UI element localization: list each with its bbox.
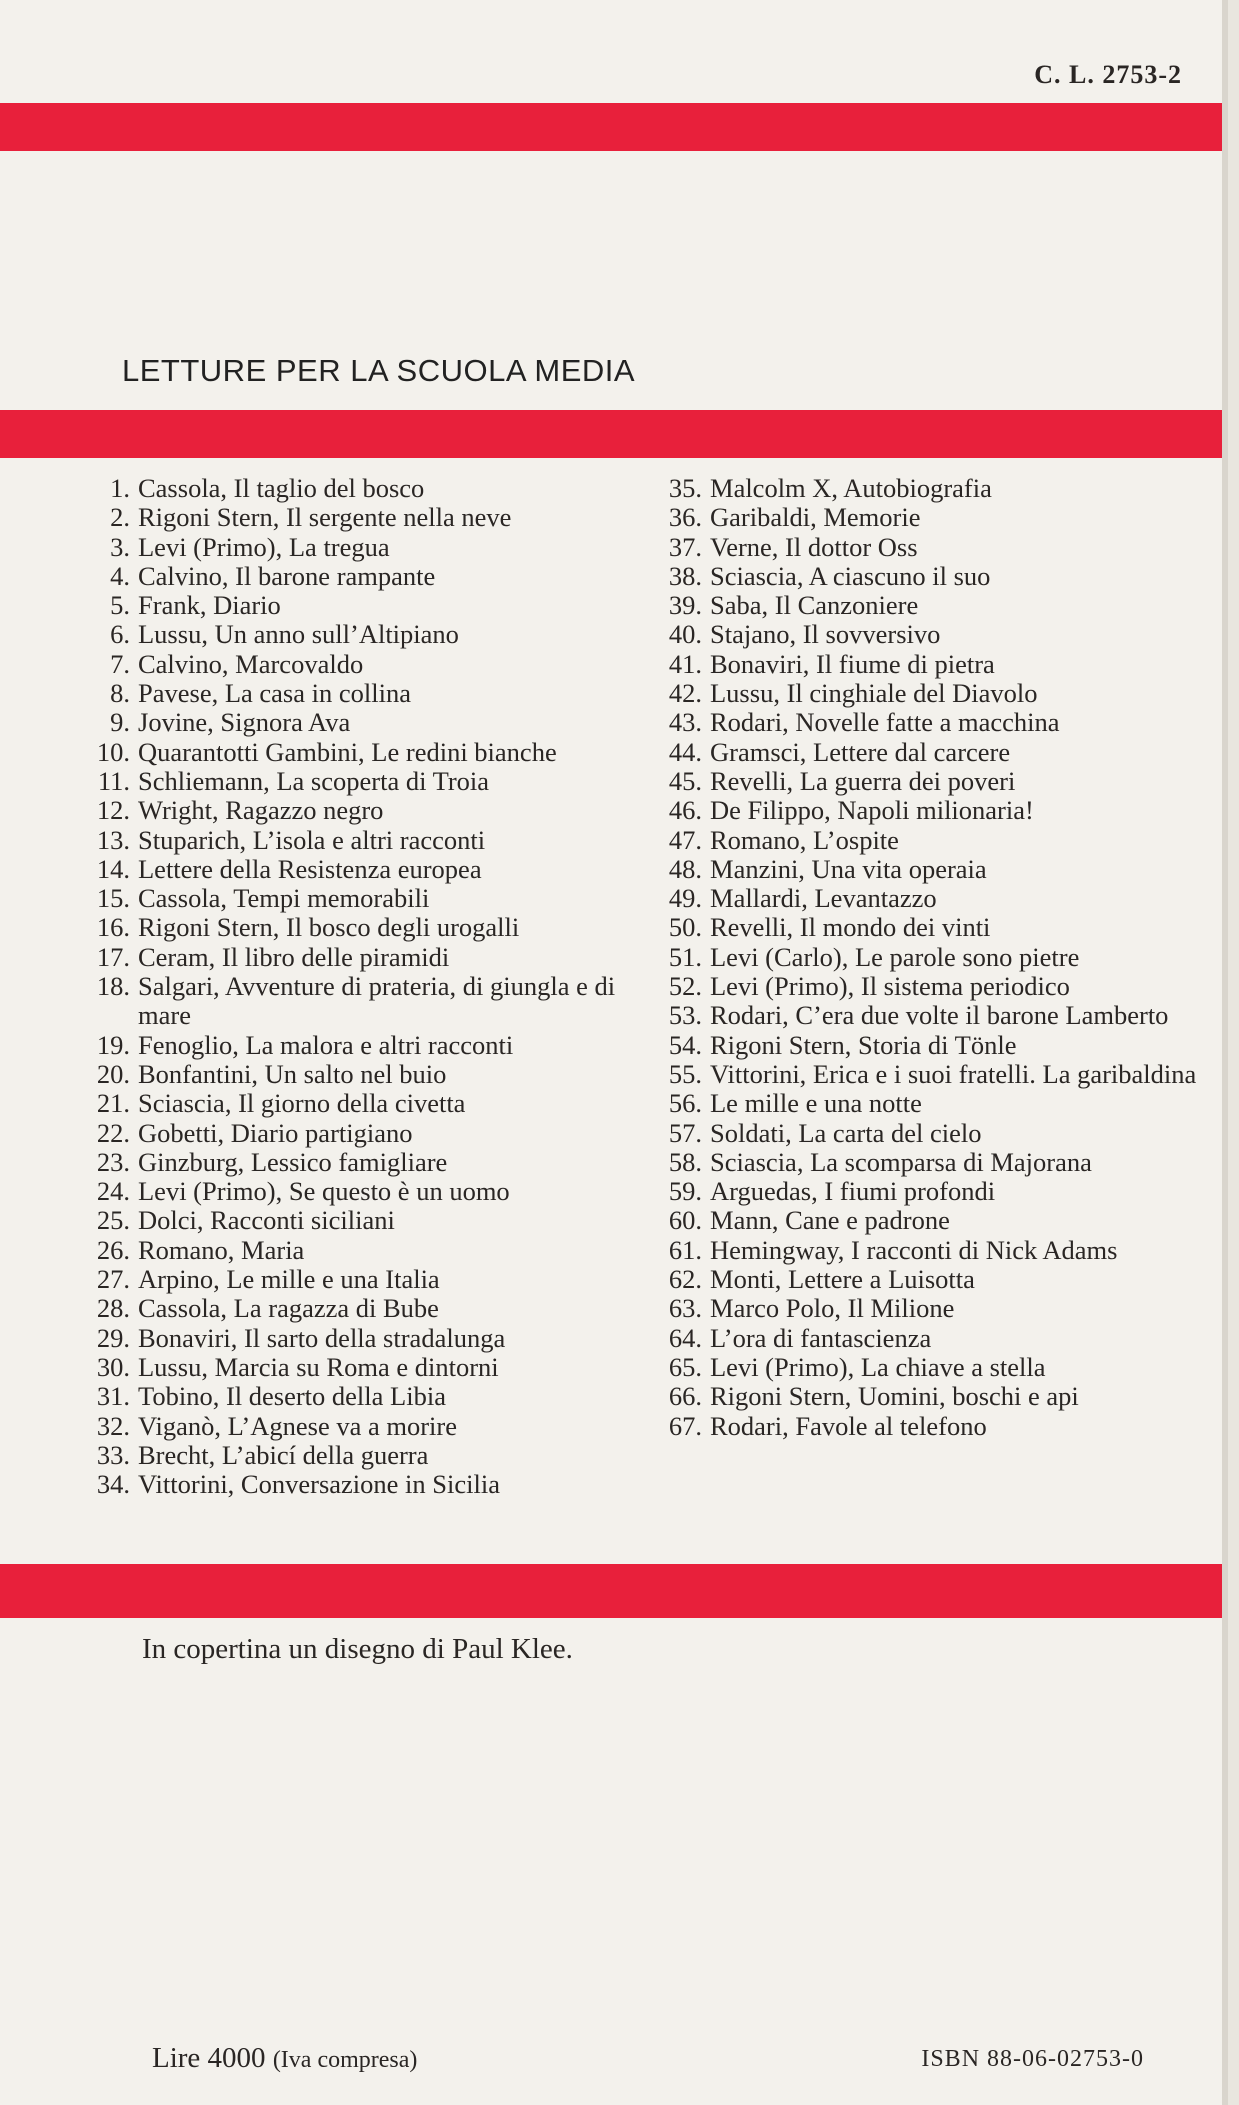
item-title: Lussu, Marcia su Roma e dintorni — [138, 1351, 499, 1382]
item-title: Rigoni Stern, Il sergente nella neve — [138, 502, 512, 533]
item-number: 49. — [668, 883, 702, 914]
list-item — [70, 1324, 630, 1353]
item-title: Verne, Il dottor Oss — [710, 531, 918, 562]
list-item — [640, 1001, 1220, 1030]
list-item — [640, 1236, 1220, 1265]
item-title: Levi (Primo), Il sistema periodico — [710, 971, 1070, 1002]
item-title: Revelli, La guerra dei poveri — [710, 765, 1016, 796]
list-item — [640, 1324, 1220, 1353]
item-number: 7. — [110, 648, 130, 679]
item-title: Gobetti, Diario partigiano — [138, 1117, 413, 1148]
item-number: 1. — [110, 473, 130, 503]
item-title: Levi (Carlo), Le parole sono pietre — [710, 941, 1080, 972]
list-item — [70, 1206, 630, 1235]
item-number: 22. — [96, 1117, 130, 1148]
item-number: 44. — [668, 736, 702, 767]
list-item — [640, 1177, 1220, 1206]
list-item — [70, 1060, 630, 1089]
item-number: 58. — [668, 1146, 702, 1177]
list-item — [640, 679, 1220, 708]
list-item — [70, 1470, 630, 1499]
item-title: Rigoni Stern, Il bosco degli urogalli — [138, 912, 520, 943]
item-number: 47. — [668, 824, 702, 855]
list-item — [640, 913, 1220, 942]
red-band-middle — [0, 410, 1222, 458]
item-title: Rodari, Novelle fatte a macchina — [710, 707, 1060, 738]
item-number: 17. — [96, 941, 130, 972]
book-list-left — [70, 474, 630, 1499]
item-number: 48. — [668, 853, 702, 884]
item-title: Ginzburg, Lessico famigliare — [138, 1146, 448, 1177]
item-number: 50. — [668, 912, 702, 943]
list-item — [640, 533, 1220, 562]
item-title: Sciascia, Il giorno della civetta — [138, 1088, 466, 1119]
item-number: 61. — [668, 1234, 702, 1265]
item-title: Brecht, L’abicí della guerra — [138, 1439, 429, 1470]
list-item — [70, 1177, 630, 1206]
item-title: Ceram, Il libro delle piramidi — [138, 941, 450, 972]
list-item — [70, 738, 630, 767]
item-number: 28. — [96, 1293, 130, 1324]
isbn: ISBN 88-06-02753-0 — [921, 2046, 1144, 2072]
item-number: 14. — [96, 853, 130, 884]
list-item — [70, 562, 630, 591]
item-number: 53. — [668, 1000, 702, 1031]
list-item — [640, 591, 1220, 620]
item-title: Rigoni Stern, Uomini, boschi e api — [710, 1381, 1079, 1412]
list-item — [640, 796, 1220, 825]
item-number: 23. — [96, 1146, 130, 1177]
item-title: Arpino, Le mille e una Italia — [138, 1264, 440, 1295]
item-number: 60. — [668, 1205, 702, 1236]
list-item — [70, 1119, 630, 1148]
list-item — [640, 1294, 1220, 1323]
item-number: 27. — [96, 1264, 130, 1295]
item-title: Lussu, Il cinghiale del Diavolo — [710, 678, 1038, 709]
item-title: Vittorini, Erica e i suoi fratelli. La garibaldina — [710, 1058, 1197, 1089]
list-item — [70, 1382, 630, 1411]
item-title: Mallardi, Levantazzo — [710, 883, 937, 914]
item-title: Lettere della Resistenza europea — [138, 853, 482, 884]
item-title: Salgari, Avventure di prateria, di giungla e di mare — [138, 971, 616, 1031]
item-title: Marco Polo, Il Milione — [710, 1293, 955, 1324]
item-number: 33. — [96, 1439, 130, 1470]
item-title: Soldati, La carta del cielo — [710, 1117, 982, 1148]
list-item — [640, 1089, 1220, 1118]
item-number: 51. — [668, 941, 702, 972]
item-title: Hemingway, I racconti di Nick Adams — [710, 1234, 1118, 1265]
item-title: Lussu, Un anno sull’Altipiano — [138, 619, 459, 650]
item-title: Manzini, Una vita operaia — [710, 853, 987, 884]
item-number: 4. — [110, 560, 130, 591]
item-number: 2. — [110, 502, 130, 533]
item-number: 59. — [668, 1176, 702, 1207]
item-title: Levi (Primo), Se questo è un uomo — [138, 1176, 510, 1207]
item-title: Dolci, Racconti siciliani — [138, 1205, 395, 1236]
series-title: LETTURE PER LA SCUOLA MEDIA — [122, 353, 636, 388]
item-number: 35. — [668, 473, 702, 503]
list-item — [640, 1031, 1220, 1060]
list-item — [640, 708, 1220, 737]
list-item — [70, 708, 630, 737]
item-number: 65. — [668, 1351, 702, 1382]
item-number: 24. — [96, 1176, 130, 1207]
item-title: Le mille e una notte — [710, 1088, 922, 1119]
list-item — [70, 913, 630, 942]
list-item — [640, 620, 1220, 649]
list-item — [640, 474, 1220, 503]
item-title: Malcolm X, Autobiografia — [710, 473, 992, 503]
list-item — [70, 943, 630, 972]
item-title: Calvino, Marcovaldo — [138, 648, 364, 679]
list-item — [640, 767, 1220, 796]
item-number: 45. — [668, 765, 702, 796]
item-number: 26. — [96, 1234, 130, 1265]
item-title: Frank, Diario — [138, 590, 281, 621]
item-title: Levi (Primo), La chiave a stella — [710, 1351, 1046, 1382]
list-item — [70, 1265, 630, 1294]
item-title: Bonaviri, Il sarto della stradalunga — [138, 1322, 506, 1353]
item-title: Stajano, Il sovversivo — [710, 619, 941, 650]
item-number: 63. — [668, 1293, 702, 1324]
item-title: Rigoni Stern, Storia di Tönle — [710, 1029, 1017, 1060]
item-title: Romano, L’ospite — [710, 824, 899, 855]
list-item — [640, 562, 1220, 591]
item-title: Romano, Maria — [138, 1234, 305, 1265]
list-item — [70, 474, 630, 503]
item-number: 11. — [97, 765, 130, 796]
list-item — [70, 1031, 630, 1060]
item-number: 19. — [96, 1029, 130, 1060]
item-number: 29. — [96, 1322, 130, 1353]
list-item — [70, 533, 630, 562]
item-title: L’ora di fantascienza — [710, 1322, 932, 1353]
list-item — [640, 1148, 1220, 1177]
item-number: 13. — [96, 824, 130, 855]
list-item — [640, 1382, 1220, 1411]
list-item — [70, 1353, 630, 1382]
item-number: 6. — [110, 619, 130, 650]
item-number: 38. — [668, 560, 702, 591]
item-title: Cassola, Il taglio del bosco — [138, 473, 425, 503]
cover-credit: In copertina un disegno di Paul Klee. — [142, 1633, 573, 1665]
item-number: 43. — [668, 707, 702, 738]
list-item — [640, 1412, 1220, 1441]
item-number: 64. — [668, 1322, 702, 1353]
item-number: 39. — [668, 590, 702, 621]
list-item — [70, 650, 630, 679]
list-item — [640, 826, 1220, 855]
item-title: Garibaldi, Memorie — [710, 502, 921, 533]
list-item — [70, 826, 630, 855]
list-item — [640, 1265, 1220, 1294]
list-item — [70, 884, 630, 913]
item-title: Wright, Ragazzo negro — [138, 795, 384, 826]
item-title: Stuparich, L’isola e altri racconti — [138, 824, 486, 855]
item-number: 9. — [110, 707, 130, 738]
price — [152, 2042, 417, 2075]
item-number: 16. — [96, 912, 130, 943]
item-number: 21. — [96, 1088, 130, 1119]
list-item — [640, 503, 1220, 532]
item-number: 41. — [668, 648, 702, 679]
item-number: 3. — [110, 531, 130, 562]
item-title: Fenoglio, La malora e altri racconti — [138, 1029, 514, 1060]
item-title: Mann, Cane e padrone — [710, 1205, 950, 1236]
item-number: 30. — [96, 1351, 130, 1382]
item-title: Schliemann, La scoperta di Troia — [138, 765, 490, 796]
item-number: 20. — [96, 1058, 130, 1089]
item-title: Gramsci, Lettere dal carcere — [710, 736, 1011, 767]
list-item — [70, 767, 630, 796]
item-title: Rodari, C’era due volte il barone Lamberto — [710, 1000, 1169, 1031]
item-title: Calvino, Il barone rampante — [138, 560, 436, 591]
item-number: 62. — [668, 1264, 702, 1295]
item-title: Bonfantini, Un salto nel buio — [138, 1058, 447, 1089]
item-title: Sciascia, La scomparsa di Majorana — [710, 1146, 1092, 1177]
list-item — [70, 591, 630, 620]
item-title: Cassola, Tempi memorabili — [138, 883, 430, 914]
item-number: 36. — [668, 502, 702, 533]
item-number: 12. — [96, 795, 130, 826]
item-number: 31. — [96, 1381, 130, 1412]
item-title: Arguedas, I fiumi profondi — [710, 1176, 996, 1207]
list-item — [640, 1353, 1220, 1382]
catalog-code: C. L. 2753-2 — [1034, 60, 1182, 89]
item-number: 42. — [668, 678, 702, 709]
item-number: 10. — [96, 736, 130, 767]
list-item — [70, 855, 630, 884]
item-number: 56. — [668, 1088, 702, 1119]
item-number: 52. — [668, 971, 702, 1002]
item-number: 40. — [668, 619, 702, 650]
item-title: Quarantotti Gambini, Le redini bianche — [138, 736, 557, 767]
list-item — [640, 1060, 1220, 1089]
item-number: 55. — [668, 1058, 702, 1089]
list-item — [640, 884, 1220, 913]
item-number: 18. — [96, 971, 130, 1002]
item-title: Saba, Il Canzoniere — [710, 590, 919, 621]
list-item — [640, 650, 1220, 679]
item-title: Levi (Primo), La tregua — [138, 531, 390, 562]
list-item — [70, 1412, 630, 1441]
item-title: Vittorini, Conversazione in Sicilia — [138, 1469, 500, 1500]
list-item — [640, 943, 1220, 972]
item-number: 32. — [96, 1410, 130, 1441]
item-number: 67. — [668, 1410, 702, 1441]
list-item — [640, 972, 1220, 1001]
item-number: 46. — [668, 795, 702, 826]
item-number: 57. — [668, 1117, 702, 1148]
item-title: Bonaviri, Il fiume di pietra — [710, 648, 995, 679]
list-item — [70, 1089, 630, 1118]
item-title: Monti, Lettere a Luisotta — [710, 1264, 975, 1295]
list-item — [70, 972, 630, 1031]
list-item — [70, 1441, 630, 1470]
price-amount: Lire 4000 — [152, 2042, 266, 2074]
item-number: 5. — [110, 590, 130, 621]
item-number: 34. — [96, 1469, 130, 1500]
red-band-top — [0, 103, 1222, 151]
item-title: De Filippo, Napoli milionaria! — [710, 795, 1034, 826]
item-title: Sciascia, A ciascuno il suo — [710, 560, 991, 591]
red-band-bottom — [0, 1564, 1222, 1618]
item-title: Rodari, Favole al telefono — [710, 1410, 987, 1441]
item-number: 66. — [668, 1381, 702, 1412]
list-item — [640, 1206, 1220, 1235]
list-item — [70, 620, 630, 649]
item-title: Jovine, Signora Ava — [138, 707, 351, 738]
list-item — [70, 1236, 630, 1265]
item-number: 37. — [668, 531, 702, 562]
list-item — [640, 1119, 1220, 1148]
item-number: 54. — [668, 1029, 702, 1060]
item-title: Cassola, La ragazza di Bube — [138, 1293, 439, 1324]
list-item — [70, 1294, 630, 1323]
book-list-right — [640, 474, 1220, 1441]
item-number: 25. — [96, 1205, 130, 1236]
item-title: Tobino, Il deserto della Libia — [138, 1381, 446, 1412]
list-item — [70, 503, 630, 532]
list-item — [70, 679, 630, 708]
list-item — [70, 796, 630, 825]
item-title: Revelli, Il mondo dei vinti — [710, 912, 991, 943]
list-item — [70, 1148, 630, 1177]
item-number: 8. — [110, 678, 130, 709]
item-number: 15. — [96, 883, 130, 914]
price-note: (Iva compresa) — [272, 2047, 418, 2073]
item-title: Viganò, L’Agnese va a morire — [138, 1410, 458, 1441]
item-title: Pavese, La casa in collina — [138, 678, 411, 709]
list-item — [640, 855, 1220, 884]
list-item — [640, 738, 1220, 767]
